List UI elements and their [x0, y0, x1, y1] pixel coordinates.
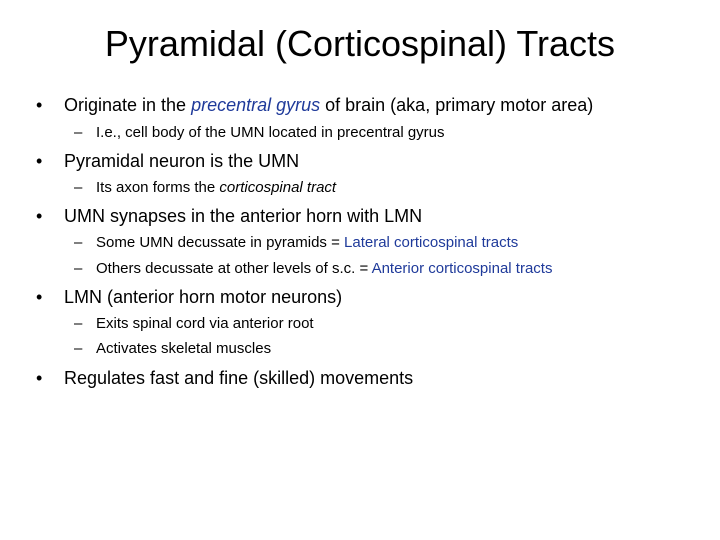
sub-mark: –: [74, 260, 83, 277]
bullet-lmn: • LMN (anterior horn motor neurons): [36, 287, 343, 307]
bullet-umn-synapses: • UMN synapses in the anterior horn with LMN: [36, 206, 423, 226]
subbullet-activates: – Activates skeletal muscles: [74, 340, 272, 357]
slide-title: Pyramidal (Corticospinal) Tracts: [104, 23, 616, 64]
corticospinal-tract-term: corticospinal tract: [219, 179, 337, 196]
precentral-gyrus-term: precentral gyrus: [191, 95, 321, 115]
subbullet-exits: – Exits spinal cord via anterior root: [74, 315, 314, 332]
bullet-mark: •: [36, 151, 43, 171]
sub-mark: –: [74, 124, 83, 141]
sub-mark: –: [74, 315, 83, 332]
bullet-mark: •: [36, 287, 43, 307]
bullet-originate: • Originate in the precentral gyrus of brain (aka, primary motor area): [36, 95, 594, 115]
sub-mark: –: [74, 179, 83, 196]
lateral-tracts-term: Lateral corticospinal tracts: [344, 234, 519, 251]
bullet-mark: •: [36, 368, 43, 388]
sub-mark: –: [74, 340, 83, 357]
bullet-mark: •: [36, 95, 43, 115]
subbullet-lateral: – Some UMN decussate in pyramids = Lateral corticospinal tracts: [74, 234, 519, 251]
bullet-pyramidal-neuron: • Pyramidal neuron is the UMN: [36, 151, 300, 171]
anterior-tracts-term: Anterior corticospinal tracts: [371, 260, 553, 277]
subbullet-cell-body: – I.e., cell body of the UMN located in precentral gyrus: [74, 124, 445, 141]
bullet-mark: •: [36, 206, 43, 226]
bullet-regulates: • Regulates fast and fine (skilled) movements: [36, 368, 414, 388]
subbullet-axon: – Its axon forms the corticospinal tract: [74, 179, 337, 196]
sub-mark: –: [74, 234, 83, 251]
subbullet-anterior: – Others decussate at other levels of s.c. = Anterior corticospinal tracts: [74, 260, 553, 277]
